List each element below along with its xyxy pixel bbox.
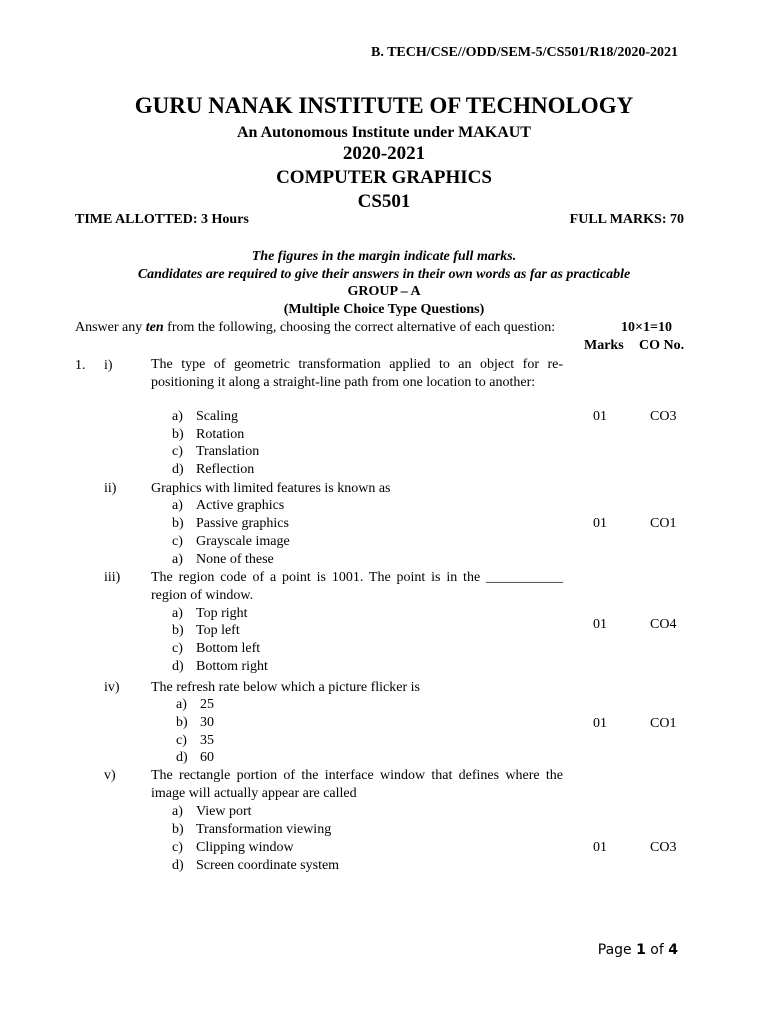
option-text: Rotation	[196, 427, 245, 442]
instruction-line-1: The figures in the margin indicate full marks.	[251, 249, 517, 264]
group-title: GROUP – A	[347, 284, 421, 299]
full-marks: FULL MARKS: 70	[569, 212, 684, 227]
question-text: The type of geometric transformation applied to an object for re-positioning it along a straight-line path from one location to another:	[151, 357, 563, 390]
option-text: 35	[200, 733, 214, 748]
option-item	[172, 498, 284, 514]
option-letter: c)	[172, 641, 183, 656]
question-marks: 01	[593, 409, 607, 424]
page-total: 4	[668, 942, 678, 958]
option-text: Screen coordinate system	[196, 858, 340, 873]
option-letter: d)	[172, 858, 184, 873]
option-text: Bottom right	[196, 659, 268, 674]
answer-instruction	[75, 320, 555, 336]
of-word: of	[645, 942, 669, 958]
option-letter: b)	[172, 516, 184, 531]
subject-name: COMPUTER GRAPHICS	[276, 167, 492, 188]
sub-question-number: ii)	[104, 481, 117, 496]
option-letter: d)	[176, 750, 188, 765]
question-text: The rectangle portion of the interface window that defines where the image will actually appear are called	[151, 768, 563, 801]
option-letter: b)	[172, 623, 184, 638]
co-column-header: CO No.	[639, 338, 685, 353]
option-letter: b)	[176, 715, 188, 730]
question-co: CO1	[650, 516, 677, 531]
option-text: Grayscale image	[196, 534, 290, 549]
option-letter: c)	[172, 444, 183, 459]
question-marks: 01	[593, 617, 607, 632]
question-co: CO3	[650, 409, 677, 424]
option-item	[172, 858, 339, 874]
answer-pre: Answer any	[75, 320, 146, 335]
option-text: Bottom left	[196, 641, 261, 656]
option-item	[172, 840, 294, 856]
question-co: CO4	[650, 617, 677, 632]
question-text: The refresh rate below which a picture flicker is	[151, 680, 420, 695]
page-footer	[598, 942, 678, 958]
subject-code: CS501	[357, 191, 411, 212]
page-number: 1	[636, 942, 646, 958]
option-item	[172, 462, 254, 478]
academic-year: 2020-2021	[342, 143, 426, 164]
instruction-line-2: Candidates are required to give their answers in their own words as far as practicable	[137, 267, 631, 282]
question-marks: 01	[593, 516, 607, 531]
option-text: Active graphics	[196, 498, 285, 513]
option-text: Top left	[196, 623, 240, 638]
option-item	[172, 623, 240, 639]
option-text: Transformation viewing	[196, 822, 332, 837]
option-letter: c)	[176, 733, 187, 748]
sub-question-number: iv)	[104, 680, 120, 695]
option-text: Clipping window	[196, 840, 294, 855]
option-item	[172, 641, 260, 657]
option-item	[176, 697, 214, 713]
question-co: CO1	[650, 716, 677, 731]
option-item	[172, 552, 274, 568]
option-letter: c)	[172, 840, 183, 855]
group-type: (Multiple Choice Type Questions)	[283, 302, 485, 317]
option-text: Reflection	[196, 462, 255, 477]
marks-column-header: Marks	[584, 338, 624, 353]
option-text: Top right	[196, 606, 248, 621]
option-item	[172, 444, 259, 460]
option-letter: a)	[172, 409, 183, 424]
option-letter: a)	[172, 804, 183, 819]
option-item	[172, 534, 290, 550]
answer-emphasis: ten	[145, 320, 164, 335]
page-word: Page	[597, 942, 637, 958]
option-item	[172, 409, 238, 425]
option-text: 60	[200, 750, 214, 765]
option-item	[172, 606, 248, 622]
option-letter: a)	[172, 552, 183, 567]
option-text: Passive graphics	[196, 516, 289, 531]
question-text: The region code of a point is 1001. The point is in the ___________ region of window.	[151, 570, 563, 603]
option-letter: b)	[172, 822, 184, 837]
institute-name: GURU NANAK INSTITUTE OF TECHNOLOGY	[134, 93, 634, 118]
sub-question-number: iii)	[104, 570, 121, 585]
option-item	[176, 733, 214, 749]
question-marks: 01	[593, 716, 607, 731]
question-number: 1.	[75, 358, 86, 373]
institute-subtitle: An Autonomous Institute under MAKAUT	[237, 124, 531, 141]
option-text: 25	[200, 697, 214, 712]
option-item	[176, 750, 214, 766]
answer-post: from the following, choosing the correct alternative of each question:	[163, 320, 556, 335]
sub-question-number: i)	[104, 358, 113, 373]
question-text: Graphics with limited features is known as	[151, 481, 391, 496]
option-item	[172, 804, 252, 820]
option-item	[176, 715, 214, 731]
marks-formula: 10×1=10	[621, 320, 672, 335]
option-text: 30	[200, 715, 214, 730]
option-item	[172, 427, 244, 443]
option-text: Translation	[196, 444, 260, 459]
option-letter: d)	[172, 659, 184, 674]
option-letter: a)	[172, 606, 183, 621]
time-allotted: TIME ALLOTTED: 3 Hours	[75, 212, 249, 227]
option-letter: d)	[172, 462, 184, 477]
question-marks: 01	[593, 840, 607, 855]
option-letter: a)	[172, 498, 183, 513]
option-item	[172, 516, 289, 532]
option-item	[172, 659, 268, 675]
question-co: CO3	[650, 840, 677, 855]
paper-code: B. TECH/CSE//ODD/SEM-5/CS501/R18/2020-2021	[370, 45, 678, 60]
option-text: None of these	[196, 552, 274, 567]
sub-question-number: v)	[104, 768, 116, 783]
option-item	[172, 822, 331, 838]
option-letter: a)	[176, 697, 187, 712]
option-letter: c)	[172, 534, 183, 549]
option-text: Scaling	[196, 409, 238, 424]
option-letter: b)	[172, 427, 184, 442]
option-text: View port	[196, 804, 252, 819]
